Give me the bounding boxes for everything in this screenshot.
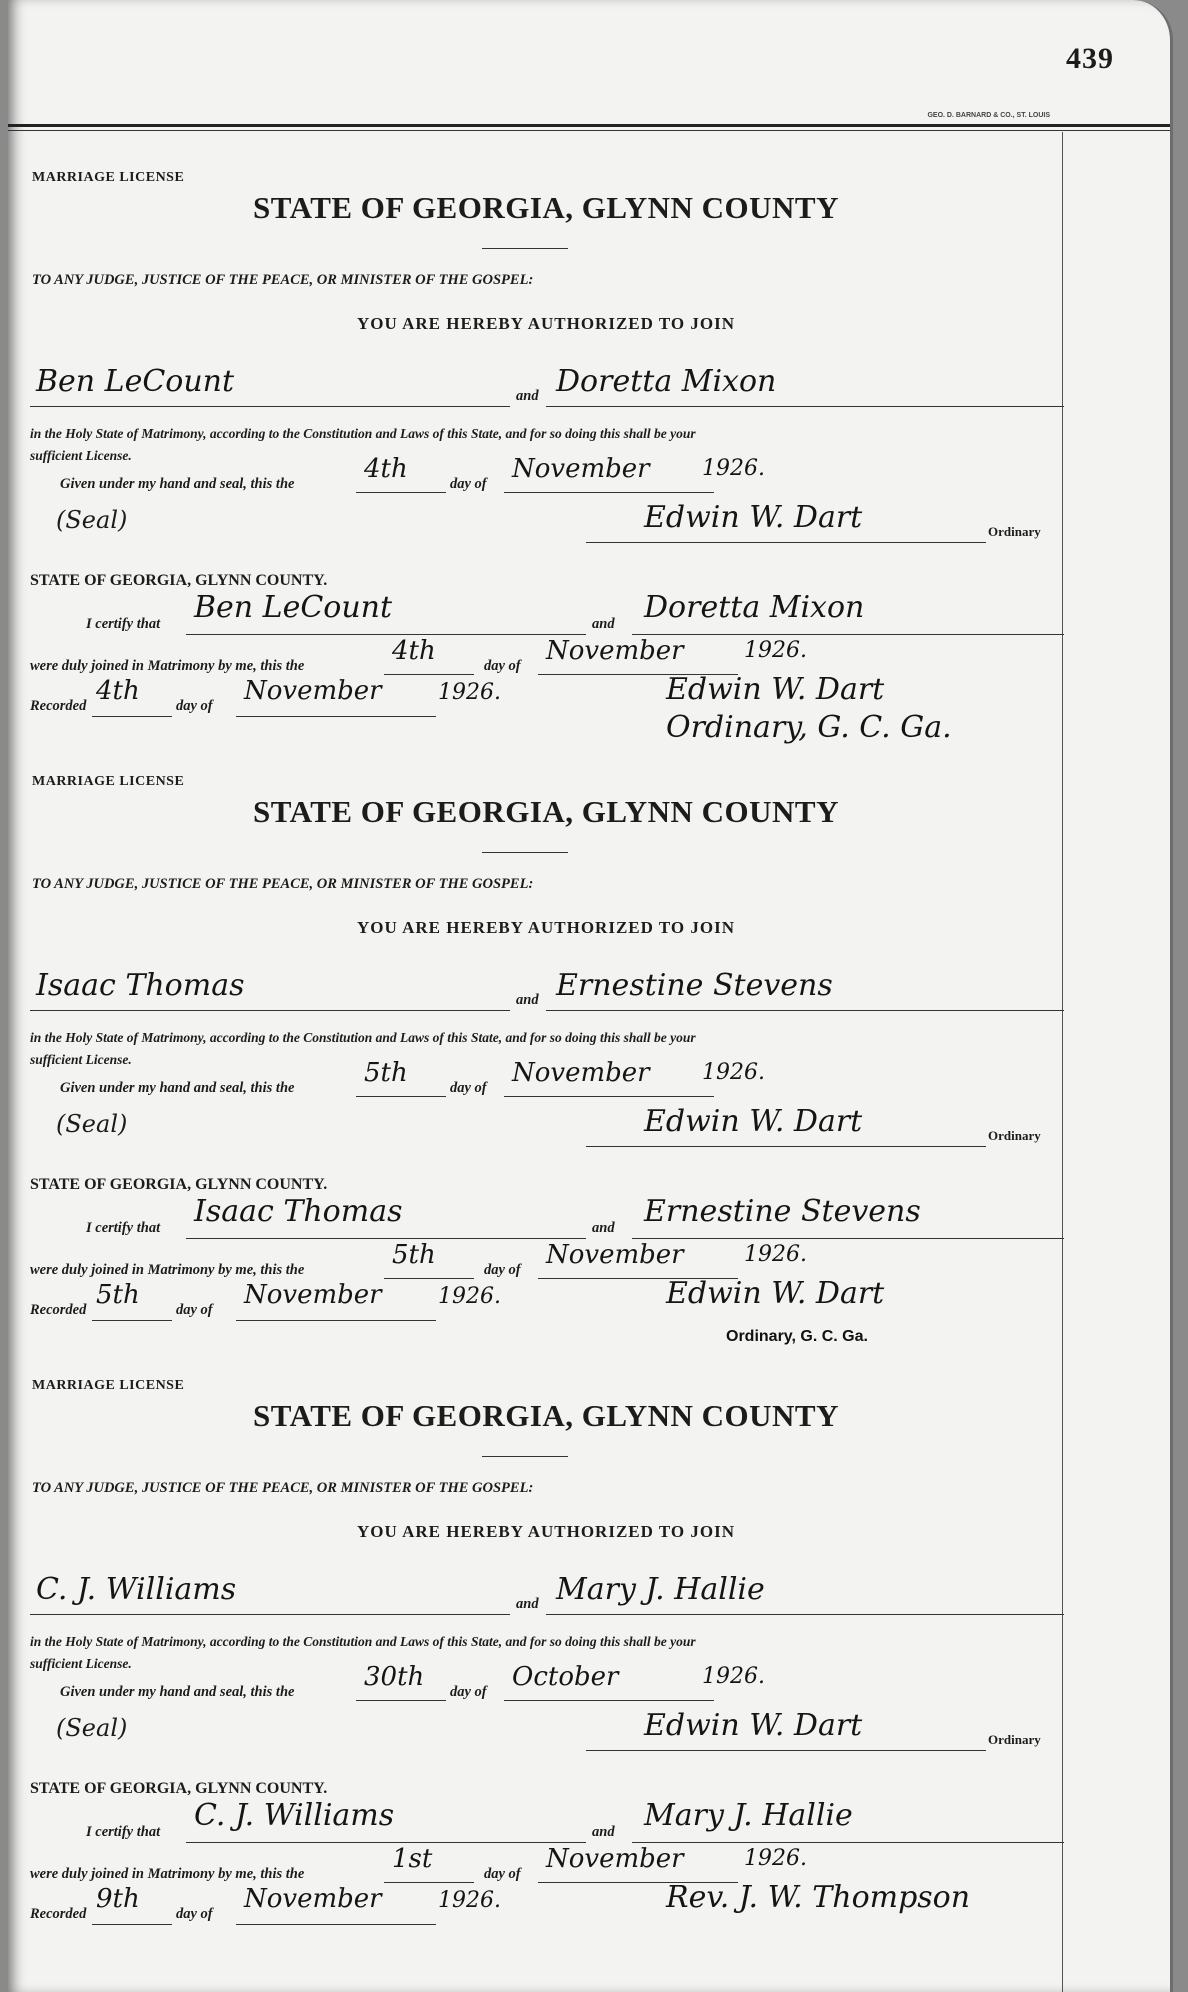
- license-signature: Edwin W. Dart: [644, 1708, 863, 1743]
- given-under-text: Given under my hand and seal, this the: [60, 476, 295, 492]
- marriage-entry-2: [26, 736, 1066, 1345]
- married-day-line: [384, 674, 474, 675]
- and-label: and: [516, 1596, 539, 1612]
- married-month: November: [546, 1240, 684, 1270]
- duly-joined-text: were duly joined in Matrimony by me, this the: [30, 1866, 305, 1882]
- cert-groom-line: [186, 1842, 586, 1843]
- salutation: TO ANY JUDGE, JUSTICE OF THE PEACE, OR MINISTER OF THE GOSPEL:: [32, 876, 534, 892]
- married-day-line: [384, 1882, 474, 1883]
- license-signature: Edwin W. Dart: [644, 500, 863, 535]
- recorded-day: 9th: [96, 1884, 140, 1914]
- authorization-text: YOU ARE HEREBY AUTHORIZED TO JOIN: [357, 1522, 735, 1541]
- recorded-month-line: [236, 1320, 436, 1321]
- cert-day-of-label: day of: [484, 1262, 521, 1278]
- recorded-year: 1926.: [438, 1284, 501, 1309]
- license-month: November: [512, 454, 650, 484]
- cert-groom-line: [186, 634, 586, 635]
- heading-divider: [482, 1456, 568, 1457]
- recorded-month-line: [236, 1924, 436, 1925]
- ordinary-label: Ordinary: [988, 1128, 1041, 1143]
- printer-mark: GEO. D. BARNARD & CO., ST. LOUIS: [927, 112, 1050, 119]
- license-year: 1926.: [702, 456, 765, 481]
- holy-state-text: in the Holy State of Matrimony, according to the Constitution and Laws of this State, and for so doing this shall be your: [30, 1634, 696, 1649]
- license-month-line: [504, 1096, 714, 1097]
- groom-line: [30, 1010, 510, 1011]
- state-heading: STATE OF GEORGIA, GLYNN COUNTY: [252, 1398, 839, 1433]
- bride-line: [546, 406, 1064, 407]
- register-page: [8, 0, 1173, 1992]
- license-day: 30th: [364, 1662, 425, 1692]
- recorded-day-line: [92, 1924, 172, 1925]
- recorded-month: November: [244, 676, 382, 706]
- license-day-line: [356, 1700, 446, 1701]
- given-under-text: Given under my hand and seal, this the: [60, 1080, 295, 1096]
- cert-bride-name: Doretta Mixon: [644, 590, 865, 625]
- heading-divider: [482, 852, 568, 853]
- license-signature: Edwin W. Dart: [644, 1104, 863, 1139]
- married-day: 5th: [392, 1240, 436, 1270]
- recorded-day-line: [92, 1320, 172, 1321]
- recorded-label: Recorded: [30, 1906, 87, 1922]
- recorded-year: 1926.: [438, 1888, 501, 1913]
- married-month: November: [546, 636, 684, 666]
- page-number: 439: [1066, 42, 1114, 75]
- married-day-line: [384, 1278, 474, 1279]
- license-day-line: [356, 1096, 446, 1097]
- officiant-title: Ordinary, G. C. Ga.: [726, 1328, 868, 1345]
- header-rule-thin: [8, 130, 1170, 131]
- cert-bride-name: Mary J. Hallie: [644, 1798, 853, 1833]
- duly-joined-text: were duly joined in Matrimony by me, this the: [30, 658, 305, 674]
- officiant-title: Ordinary, G. C. Ga.: [666, 710, 952, 745]
- license-label: MARRIAGE LICENSE: [32, 170, 185, 185]
- license-year: 1926.: [702, 1664, 765, 1689]
- recorded-day-of-label: day of: [176, 1302, 213, 1318]
- holy-state-text: in the Holy State of Matrimony, according to the Constitution and Laws of this State, and for so doing this shall be your: [30, 426, 696, 441]
- bride-name: Ernestine Stevens: [556, 968, 833, 1003]
- salutation: TO ANY JUDGE, JUSTICE OF THE PEACE, OR MINISTER OF THE GOSPEL:: [32, 1480, 534, 1496]
- seal-mark: (Seal): [56, 506, 128, 534]
- groom-name: Isaac Thomas: [36, 968, 245, 1003]
- recorded-year: 1926.: [438, 680, 501, 705]
- recorded-label: Recorded: [30, 698, 87, 714]
- license-label: MARRIAGE LICENSE: [32, 774, 185, 789]
- signature-line: [586, 1750, 986, 1751]
- license-month-line: [504, 492, 714, 493]
- seal-mark: (Seal): [56, 1110, 128, 1138]
- certificate-heading: STATE OF GEORGIA, GLYNN COUNTY.: [30, 1176, 328, 1193]
- bride-name: Mary J. Hallie: [556, 1572, 765, 1607]
- license-month: November: [512, 1058, 650, 1088]
- certificate-heading: STATE OF GEORGIA, GLYNN COUNTY.: [30, 572, 328, 589]
- sufficient-license-text: sufficient License.: [30, 1052, 132, 1067]
- cert-and-label: and: [592, 1824, 615, 1840]
- header-rule: [8, 124, 1170, 127]
- i-certify-text: I certify that: [86, 616, 161, 632]
- bride-line: [546, 1614, 1064, 1615]
- officiant-signature: Rev. J. W. Thompson: [666, 1880, 971, 1915]
- salutation: TO ANY JUDGE, JUSTICE OF THE PEACE, OR MINISTER OF THE GOSPEL:: [32, 272, 534, 288]
- cert-bride-line: [632, 1238, 1064, 1239]
- license-day: 5th: [364, 1058, 408, 1088]
- given-under-text: Given under my hand and seal, this the: [60, 1684, 295, 1700]
- ordinary-label: Ordinary: [988, 524, 1041, 539]
- bride-line: [546, 1010, 1064, 1011]
- recorded-day: 5th: [96, 1280, 140, 1310]
- day-of-label: day of: [450, 1684, 487, 1700]
- cert-and-label: and: [592, 1220, 615, 1236]
- cert-groom-name: C. J. Williams: [194, 1798, 395, 1833]
- license-month: October: [512, 1662, 619, 1692]
- and-label: and: [516, 388, 539, 404]
- heading-divider: [482, 248, 568, 249]
- cert-day-of-label: day of: [484, 658, 521, 674]
- cert-groom-name: Isaac Thomas: [194, 1194, 403, 1229]
- authorization-text: YOU ARE HEREBY AUTHORIZED TO JOIN: [357, 918, 735, 937]
- groom-line: [30, 406, 510, 407]
- married-day: 1st: [392, 1844, 433, 1874]
- sufficient-license-text: sufficient License.: [30, 1656, 132, 1671]
- recorded-label: Recorded: [30, 1302, 87, 1318]
- recorded-day-line: [92, 716, 172, 717]
- signature-line: [586, 1146, 986, 1147]
- certificate-heading: STATE OF GEORGIA, GLYNN COUNTY.: [30, 1780, 328, 1797]
- married-day: 4th: [392, 636, 436, 666]
- groom-name: C. J. Williams: [36, 1572, 237, 1607]
- marriage-entry-1: [26, 132, 1066, 745]
- signature-line: [586, 542, 986, 543]
- groom-line: [30, 1614, 510, 1615]
- cert-groom-name: Ben LeCount: [194, 590, 393, 625]
- cert-groom-line: [186, 1238, 586, 1239]
- bride-name: Doretta Mixon: [556, 364, 777, 399]
- recorded-month-line: [236, 716, 436, 717]
- i-certify-text: I certify that: [86, 1220, 161, 1236]
- recorded-month: November: [244, 1884, 382, 1914]
- duly-joined-text: were duly joined in Matrimony by me, this the: [30, 1262, 305, 1278]
- authorization-text: YOU ARE HEREBY AUTHORIZED TO JOIN: [357, 314, 735, 333]
- ordinary-label: Ordinary: [988, 1732, 1041, 1747]
- license-day-line: [356, 492, 446, 493]
- holy-state-text: in the Holy State of Matrimony, according to the Constitution and Laws of this State, and for so doing this shall be your: [30, 1030, 696, 1045]
- i-certify-text: I certify that: [86, 1824, 161, 1840]
- recorded-day: 4th: [96, 676, 140, 706]
- cert-day-of-label: day of: [484, 1866, 521, 1882]
- state-heading: STATE OF GEORGIA, GLYNN COUNTY: [252, 794, 839, 829]
- married-year: 1926.: [744, 1242, 807, 1267]
- officiant-signature: Edwin W. Dart: [666, 672, 885, 707]
- cert-bride-name: Ernestine Stevens: [644, 1194, 921, 1229]
- recorded-day-of-label: day of: [176, 698, 213, 714]
- license-month-line: [504, 1700, 714, 1701]
- sufficient-license-text: sufficient License.: [30, 448, 132, 463]
- groom-name: Ben LeCount: [36, 364, 235, 399]
- and-label: and: [516, 992, 539, 1008]
- married-year: 1926.: [744, 638, 807, 663]
- day-of-label: day of: [450, 1080, 487, 1096]
- day-of-label: day of: [450, 476, 487, 492]
- seal-mark: (Seal): [56, 1714, 128, 1742]
- married-month: November: [546, 1844, 684, 1874]
- license-label: MARRIAGE LICENSE: [32, 1378, 185, 1393]
- officiant-signature: Edwin W. Dart: [666, 1276, 885, 1311]
- recorded-day-of-label: day of: [176, 1906, 213, 1922]
- cert-bride-line: [632, 634, 1064, 635]
- married-year: 1926.: [744, 1846, 807, 1871]
- cert-bride-line: [632, 1842, 1064, 1843]
- recorded-month: November: [244, 1280, 382, 1310]
- marriage-entry-3: [26, 1340, 1066, 1940]
- state-heading: STATE OF GEORGIA, GLYNN COUNTY: [252, 190, 839, 225]
- license-day: 4th: [364, 454, 408, 484]
- license-year: 1926.: [702, 1060, 765, 1085]
- cert-and-label: and: [592, 616, 615, 632]
